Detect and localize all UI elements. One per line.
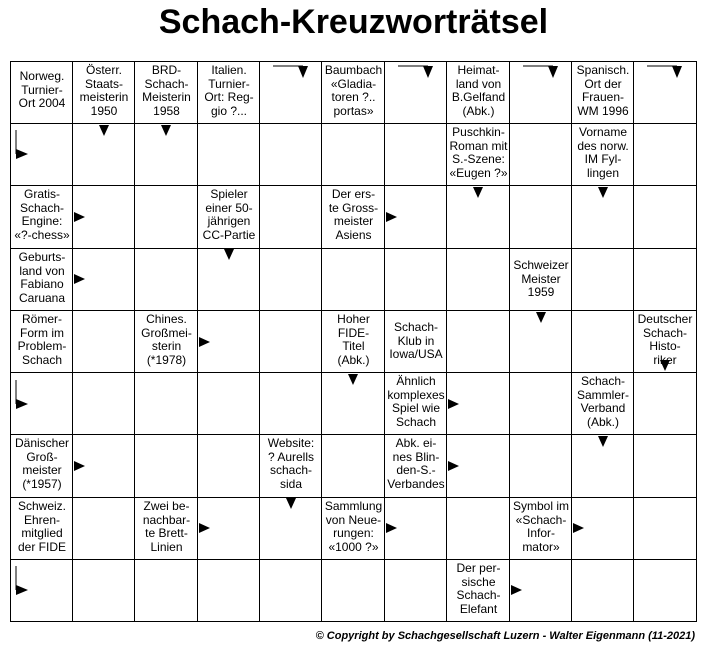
right-arrow-icon: [573, 523, 584, 533]
clue-roemer: Römer- Form im Problem- Schach: [17, 312, 67, 367]
clue-puschkin: Puschkin- Roman mit S.-Szene: «Eugen ?»: [449, 125, 508, 180]
clue-elefant: Der per- sische Schach- Elefant: [456, 561, 501, 616]
grid-cell[interactable]: [634, 560, 696, 621]
clue-daenischer: Dänischer Groß- meister (*1957): [14, 436, 70, 491]
clue-aehnlich: Ähnlich komplexes Spiel wie Schach: [387, 374, 445, 429]
grid-cell[interactable]: [198, 373, 260, 435]
grid-cell[interactable]: [322, 249, 385, 311]
right-arrow-icon: [511, 585, 522, 595]
down-arrow-icon: [598, 436, 608, 447]
grid-cell[interactable]: [322, 560, 385, 621]
grid-cell[interactable]: [73, 311, 135, 373]
clue-brd: BRD- Schach- Meisterin 1958: [142, 63, 191, 118]
right-arrow-icon: [386, 523, 397, 533]
clue-ehrenmitglied: Schweiz. Ehren- mitglied der FIDE: [17, 499, 67, 554]
grid-cell[interactable]: [510, 124, 572, 186]
grid-cell[interactable]: [135, 249, 198, 311]
clue-italien: Italien. Turnier- Ort: Reg- gio ?...: [204, 63, 254, 118]
bent-arrow-icon: [273, 65, 313, 81]
right-arrow-icon: [74, 274, 85, 284]
clue-vorname: Vorname des norw. IM Fyl- lingen: [577, 125, 629, 180]
bent-arrow-icon: [15, 566, 33, 598]
grid-cell[interactable]: [634, 124, 696, 186]
down-arrow-icon: [473, 187, 483, 198]
grid-cell[interactable]: [135, 560, 198, 621]
clue-oesterr: Österr. Staats- meisterin 1950: [79, 63, 129, 118]
grid-cell[interactable]: [634, 373, 696, 435]
grid-cell[interactable]: [385, 249, 447, 311]
grid-cell[interactable]: [135, 435, 198, 498]
grid-cell[interactable]: [198, 435, 260, 498]
grid-cell[interactable]: [322, 124, 385, 186]
down-arrow-icon: [660, 360, 670, 371]
clue-website: Website: ? Aurells schach- sida: [267, 436, 315, 491]
bent-arrow-icon: [15, 130, 33, 162]
grid-cell[interactable]: [73, 498, 135, 560]
clue-hoher: Hoher FIDE- Titel (Abk.): [337, 312, 370, 367]
page-title: Schach-Kreuzworträtsel: [158, 3, 549, 41]
grid-cell[interactable]: [634, 498, 696, 560]
clue-spieler: Spieler einer 50- jährigen CC-Partie: [202, 187, 256, 242]
right-arrow-icon: [448, 399, 459, 409]
clue-symbol: Symbol im «Schach- Infor- mator»: [512, 499, 569, 554]
grid-cell[interactable]: [447, 311, 510, 373]
bent-arrow-icon: [15, 380, 33, 412]
right-arrow-icon: [74, 461, 85, 471]
grid-cell[interactable]: [510, 186, 572, 249]
grid-cell[interactable]: [385, 124, 447, 186]
clue-schachklub: Schach- Klub in Iowa/USA: [389, 320, 443, 361]
down-arrow-icon: [598, 187, 608, 198]
grid-cell[interactable]: [260, 249, 322, 311]
clue-geburtsland: Geburts- land von Fabiano Caruana: [18, 250, 66, 305]
bent-arrow-icon: [398, 65, 438, 81]
grid-cell[interactable]: [510, 435, 572, 498]
clue-sammlung: Sammlung von Neue- rungen: «1000 ?»: [324, 499, 383, 554]
clue-spanisch: Spanisch. Ort der Frauen- WM 1996: [576, 63, 630, 118]
clue-zwei: Zwei be- nachbar- te Brett- Linien: [142, 499, 191, 554]
clue-norweg: Norweg. Turnier- Ort 2004: [18, 69, 66, 110]
clue-baumbach: Baumbach «Gladia- toren ?.. portas»: [324, 63, 383, 118]
clue-abk: Abk. ei- nes Blin- den-S.- Verbandes: [387, 436, 445, 491]
right-arrow-icon: [74, 212, 85, 222]
grid-cell[interactable]: [447, 249, 510, 311]
right-arrow-icon: [386, 212, 397, 222]
grid-cell[interactable]: [260, 560, 322, 621]
grid-cell[interactable]: [572, 560, 634, 621]
grid-cell[interactable]: [385, 560, 447, 621]
clue-sammler: Schach- Sammler- Verband (Abk.): [576, 374, 629, 429]
grid-cell[interactable]: [572, 311, 634, 373]
grid-cell[interactable]: [73, 560, 135, 621]
grid-cell[interactable]: [260, 186, 322, 249]
right-arrow-icon: [448, 461, 459, 471]
grid-cell[interactable]: [260, 124, 322, 186]
crossword-grid: [10, 61, 697, 622]
grid-cell[interactable]: [260, 373, 322, 435]
right-arrow-icon: [199, 337, 210, 347]
down-arrow-icon: [161, 125, 171, 136]
copyright-footer: © Copyright by Schachgesellschaft Luzern - Walter Eigenmann (11-2021): [315, 630, 695, 642]
bent-arrow-icon: [523, 65, 563, 81]
grid-cell[interactable]: [447, 498, 510, 560]
clue-heimatland: Heimat- land von B.Gelfand (Abk.): [451, 63, 506, 118]
grid-cell[interactable]: [135, 373, 198, 435]
down-arrow-icon: [348, 374, 358, 385]
grid-cell[interactable]: [135, 186, 198, 249]
grid-cell[interactable]: [634, 435, 696, 498]
grid-cell[interactable]: [572, 249, 634, 311]
clue-schweizer: Schweizer Meister 1959: [513, 258, 569, 299]
grid-cell[interactable]: [510, 373, 572, 435]
grid-cell[interactable]: [634, 249, 696, 311]
clue-erste: Der ers- te Gross- meister Asiens: [328, 187, 379, 242]
down-arrow-icon: [224, 249, 234, 260]
right-arrow-icon: [199, 523, 210, 533]
down-arrow-icon: [286, 498, 296, 509]
clue-gratis: Gratis- Schach- Engine: «?-chess»: [14, 187, 70, 242]
down-arrow-icon: [536, 312, 546, 323]
grid-cell[interactable]: [198, 560, 260, 621]
grid-cell[interactable]: [198, 124, 260, 186]
grid-cell[interactable]: [634, 186, 696, 249]
down-arrow-icon: [99, 125, 109, 136]
grid-cell[interactable]: [73, 373, 135, 435]
grid-cell[interactable]: [322, 435, 385, 498]
grid-cell[interactable]: [260, 311, 322, 373]
clue-chines: Chines. Großmei- sterin (*1978): [141, 312, 192, 367]
bent-arrow-icon: [647, 65, 687, 81]
clue-deutscher: Deutscher Schach- Histo- riker: [637, 312, 693, 367]
